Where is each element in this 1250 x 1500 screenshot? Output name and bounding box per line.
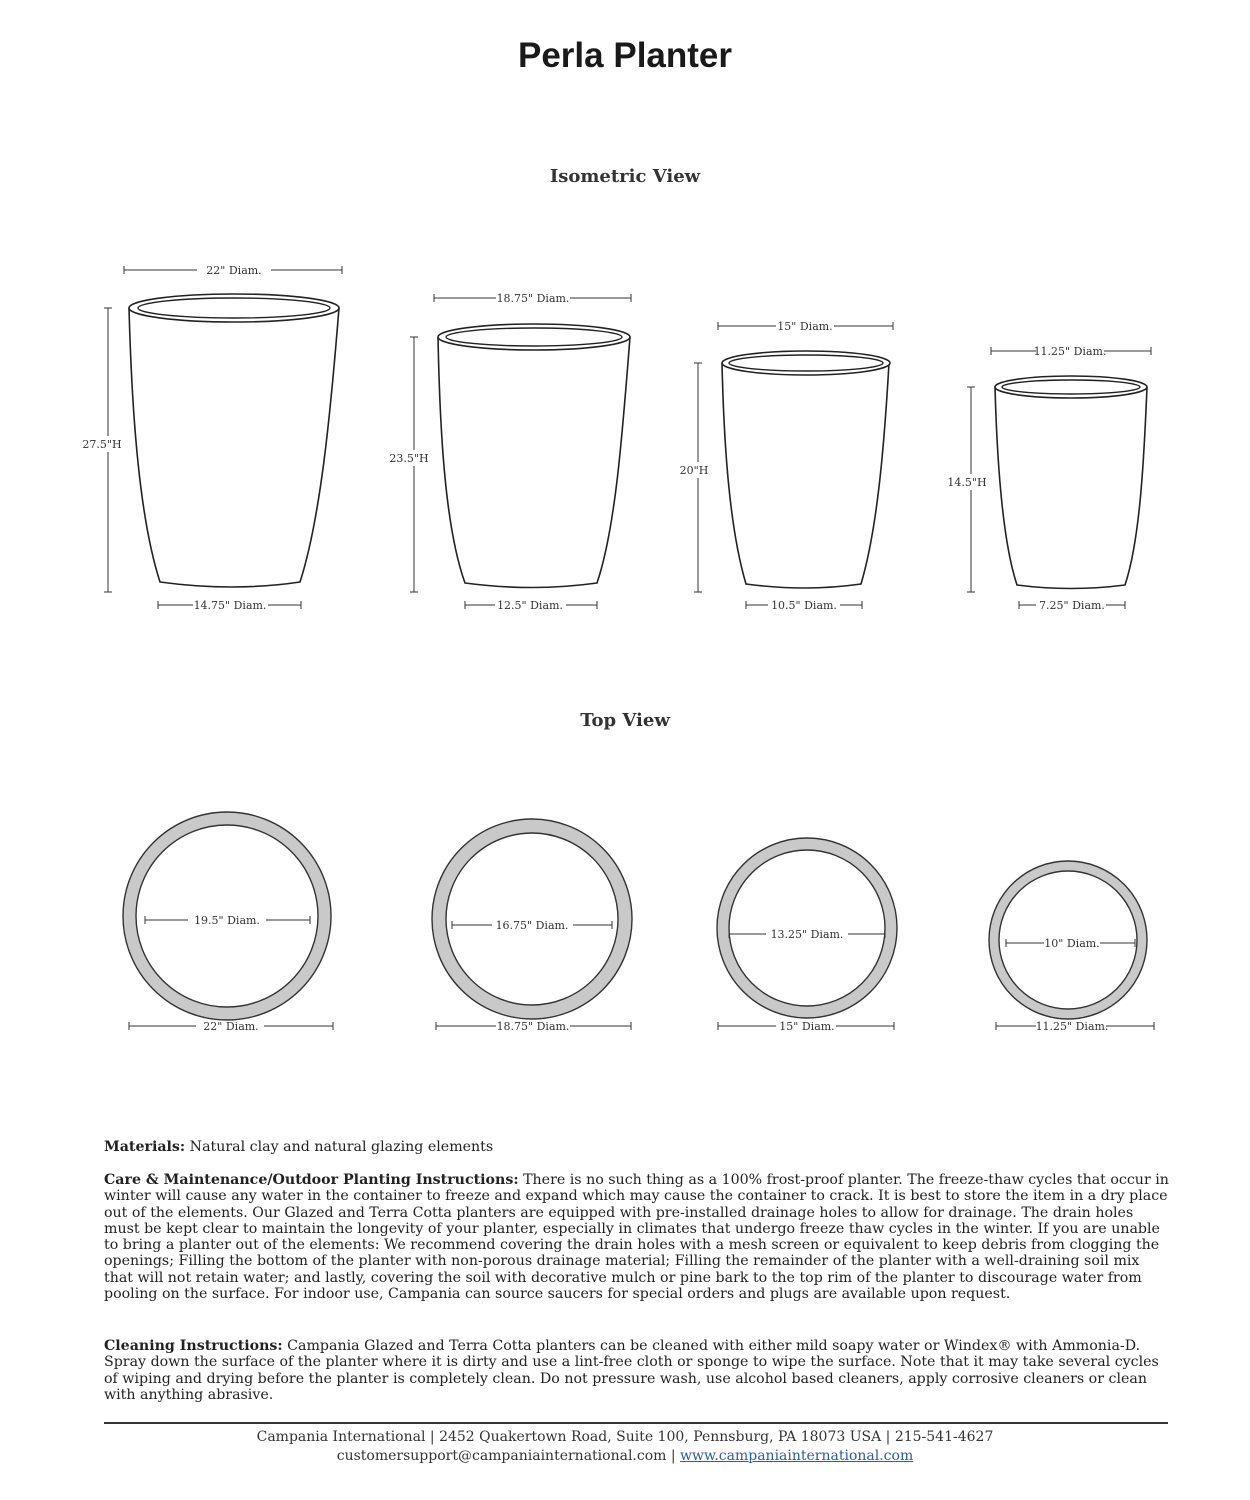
materials-paragraph — [104, 1139, 1170, 1155]
footer-website-link[interactable]: www.campaniainternational.com — [680, 1448, 914, 1464]
planter-11-25-isometric — [947, 345, 1151, 612]
planter-11-25-outer-dim: 11.25" Diam. — [1035, 1020, 1109, 1033]
planter-18-75-bottom-dim: 12.5" Diam. — [497, 599, 563, 612]
planter-11-25-bottom-dim: 7.25" Diam. — [1039, 599, 1105, 612]
planter-22-inner-dim: 19.5" Diam. — [194, 914, 260, 927]
planter-11-25-top-dim: 11.25" Diam. — [1033, 345, 1107, 358]
planter-15-topview — [717, 838, 897, 1033]
planter-22-bottom-dim: 14.75" Diam. — [193, 599, 267, 612]
footer-address: Campania International | 2452 Quakertown Road, Suite 100, Pennsburg, PA 18073 USA | 215-541-4627 — [256, 1429, 994, 1445]
cleaning-label: Cleaning Instructions: — [104, 1338, 283, 1354]
cleaning-text: Campania Glazed and Terra Cotta planters can be cleaned with either mild soapy water or Windex® with Ammonia-D. Spray down the surface of the planter where it is dirty and use a lint-free cloth or sponge to wipe the surface. Note that it may take several cycles of wiping and drying before the planter is completely clean. Do not pressure wash, use alcohol based cleaners, apply corrosive cleaners or clean with anything abrasive. — [104, 1338, 1159, 1403]
planter-18-75-topview — [432, 819, 632, 1033]
isometric-view-heading: Isometric View — [549, 166, 701, 187]
planter-18-75-inner-dim: 16.75" Diam. — [495, 919, 569, 932]
planter-11-25-inner-dim: 10" Diam. — [1044, 937, 1100, 950]
care-text: There is no such thing as a 100% frost-proof planter. The freeze-thaw cycles that occur in winter will cause any water in the container to freeze and expand which may cause the container to crack. It is best to store the item in a dry place out of the elements. Our Glazed and Terra Cotta planters are equipped with pre-installed drainage holes to allow for drainage. The drain holes must be kept clear to maintain the longevity of your planter, especially in climates that undergo freeze thaw cycles in the winter. If you are unable to bring a planter out of the elements: We recommend covering the drain holes with a mesh screen or equivalent to keep debris from clogging the openings; Filling the bottom of the planter with non-porous drainage material; Filling the remainder of the planter with a well-draining soil mix that will not retain water; and lastly, covering the soil with decorative mulch or pine bark to the top rim of the planter to discourage water from pooling on the surface. For indoor use, Campania can source saucers for special orders and plugs are available upon request. — [104, 1172, 1169, 1303]
planter-22-top-dim: 22" Diam. — [206, 264, 262, 277]
planter-15-outer-dim: 15" Diam. — [779, 1020, 835, 1033]
planter-15-height-dim: 20"H — [679, 464, 709, 477]
planter-22-height-dim: 27.5"H — [82, 438, 122, 451]
planter-18-75-outer-dim: 18.75" Diam. — [496, 1020, 570, 1033]
footer-separator: | — [666, 1448, 681, 1464]
cleaning-paragraph — [104, 1338, 1170, 1403]
planter-15-bottom-dim: 10.5" Diam. — [771, 599, 837, 612]
care-label: Care & Maintenance/Outdoor Planting Instructions: — [104, 1172, 519, 1188]
materials-label: Materials: — [104, 1139, 186, 1155]
planter-15-isometric — [680, 320, 893, 612]
care-paragraph — [104, 1172, 1170, 1302]
footer-email: customersupport@campaniainternational.com — [336, 1448, 667, 1464]
planter-15-top-dim: 15" Diam. — [777, 320, 833, 333]
planter-15-inner-dim: 13.25" Diam. — [770, 928, 844, 941]
planter-18-75-height-dim: 23.5"H — [389, 452, 429, 465]
planter-18-75-isometric — [389, 292, 631, 612]
planter-22-topview — [123, 812, 333, 1033]
page-title: Perla Planter — [518, 36, 732, 75]
materials-text: Natural clay and natural glazing elements — [185, 1139, 494, 1155]
top-view-heading: Top View — [580, 710, 670, 731]
footer-contact — [0, 1447, 1250, 1465]
planter-11-25-height-dim: 14.5"H — [947, 476, 987, 489]
planter-18-75-top-dim: 18.75" Diam. — [496, 292, 570, 305]
footer-divider — [104, 1422, 1168, 1424]
planter-11-25-topview — [989, 861, 1154, 1033]
planter-22-isometric — [82, 264, 342, 612]
planter-22-outer-dim: 22" Diam. — [203, 1020, 259, 1033]
